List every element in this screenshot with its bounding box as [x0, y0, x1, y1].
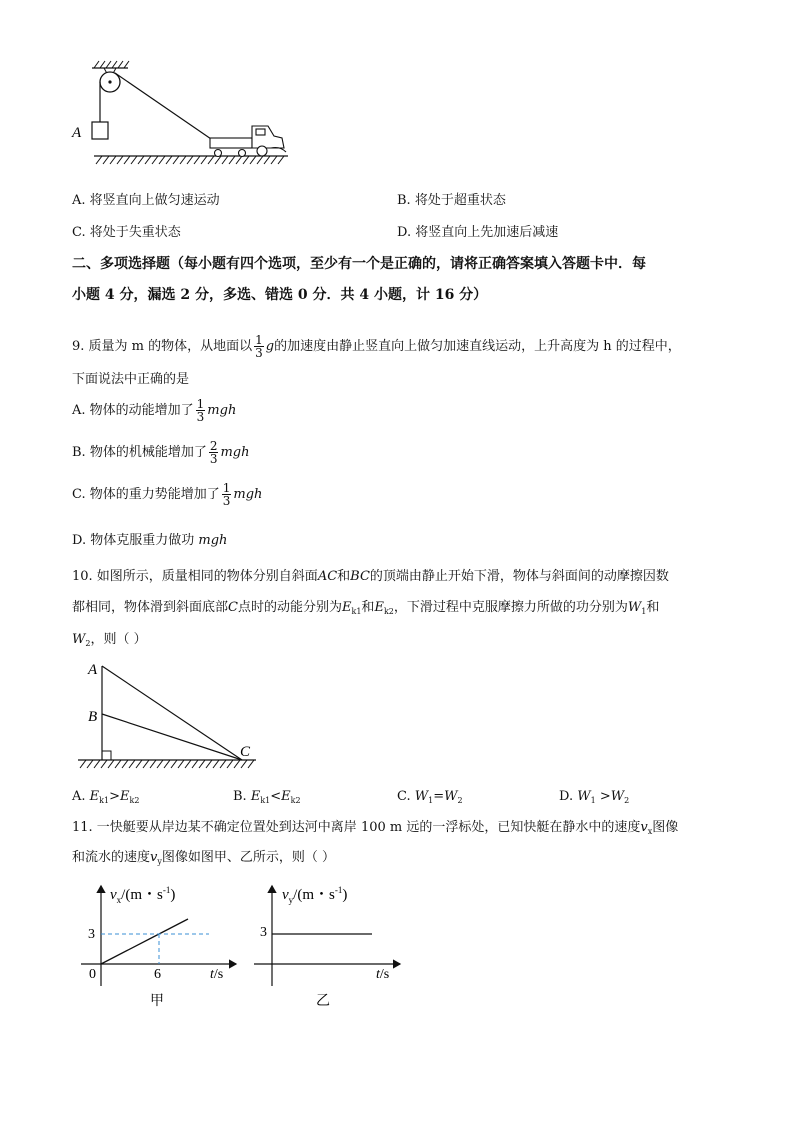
graph-jia: [76, 878, 246, 1013]
q11-stem-line2: 和流水的速度$v_y$图像如图甲、乙所示，则（ ）: [72, 850, 336, 866]
q9-option-b: B. 物体的机械能增加了 $\frac{2}{3}$ mgh: [72, 439, 250, 466]
x-axis-label: t/s: [376, 967, 390, 982]
tick-3: 3: [260, 925, 267, 940]
label-a: A: [88, 662, 98, 678]
section-heading-line2: 小题 4 分，漏选 2 分，多选、错选 0 分．共 4 小题，计 16 分）: [72, 287, 488, 303]
q9-stem-line1: 9. 质量为 m 的物体，从地面以 $\frac{1}{3}$ g的加速度由静止竖直向上做匀加速直线运动，上升高度为 h 的过程中，: [72, 333, 681, 360]
q8-option-d: D. 将竖直向上先加速后减速: [397, 225, 559, 240]
label-b: B: [88, 709, 98, 725]
graph-yi: [250, 878, 410, 1013]
truck-icon: [210, 126, 286, 157]
incline-figure: [74, 656, 274, 774]
section-heading-line1: 二、多项选择题（每小题有四个选项，至少有一个是正确的，请将正确答案填入答题卡中．每: [72, 256, 646, 272]
q10-option-d: D. $W_1 >W_2$: [559, 789, 630, 805]
q11-stem-line1: 11. 一快艇要从岸边某不确定位置处到达河中离岸 100 m 远的一浮标处，已知快艇在静水中的速度$v_x$图像: [72, 820, 679, 836]
label-a: A: [72, 125, 82, 141]
q9-option-d: D. 物体克服重力做功 mgh: [72, 533, 228, 548]
caption-jia: 甲: [150, 994, 164, 1009]
q10-option-c: C. $W_1=W_2$: [397, 789, 463, 805]
q8-option-a: A. 将竖直向上做匀速运动: [72, 193, 220, 208]
label-c: C: [240, 744, 251, 760]
x-axis-label: t/s: [210, 967, 224, 982]
pulley-truck-figure: [66, 58, 296, 170]
block-a: [92, 122, 108, 139]
tick-6: 6: [154, 967, 161, 982]
q10-option-b: B. $E_{k1}<E_{k2}$: [233, 789, 301, 805]
tick-3: 3: [88, 927, 95, 942]
incline-ac: [102, 666, 242, 760]
y-axis-label: $v_x/(m$・$s^{-1}$): [110, 885, 176, 905]
q10-stem-line3: $W_2$，则（ ）: [72, 632, 147, 648]
q10-stem-line2: 都相同，物体滑到斜面底部C点时的动能分别为$E_{k1}$和$E_{k2}$，下滑过程中克服摩擦力所做的功分别为$W_1$和: [72, 600, 660, 616]
q9-stem-line2: 下面说法中正确的是: [72, 372, 190, 387]
q9-fraction: $\frac{1}{3}$: [255, 333, 263, 360]
q8-option-c: C. 将处于失重状态: [72, 225, 181, 240]
q10-option-a: A. $E_{k1}>E_{k2}$: [72, 789, 140, 805]
series-line-vx: [101, 919, 188, 964]
jia-plot-area: [101, 919, 209, 964]
tick-0: 0: [89, 967, 96, 982]
q8-option-b: B. 将处于超重状态: [397, 193, 506, 208]
q9-option-a: A. 物体的动能增加了 $\frac{1}{3}$ mgh: [72, 397, 237, 424]
incline-bc: [102, 714, 242, 760]
q10-stem-line1: 10. 如图所示，质量相同的物体分别自斜面AC和BC的顶端由静止开始下滑，物体与斜面间的动摩擦因数: [72, 569, 669, 584]
caption-yi: 乙: [316, 994, 330, 1009]
y-axis-label: $v_y/(m$・$s^{-1}$): [282, 885, 348, 905]
q9-option-c: C. 物体的重力势能增加了 $\frac{1}{3}$ mgh: [72, 481, 263, 508]
